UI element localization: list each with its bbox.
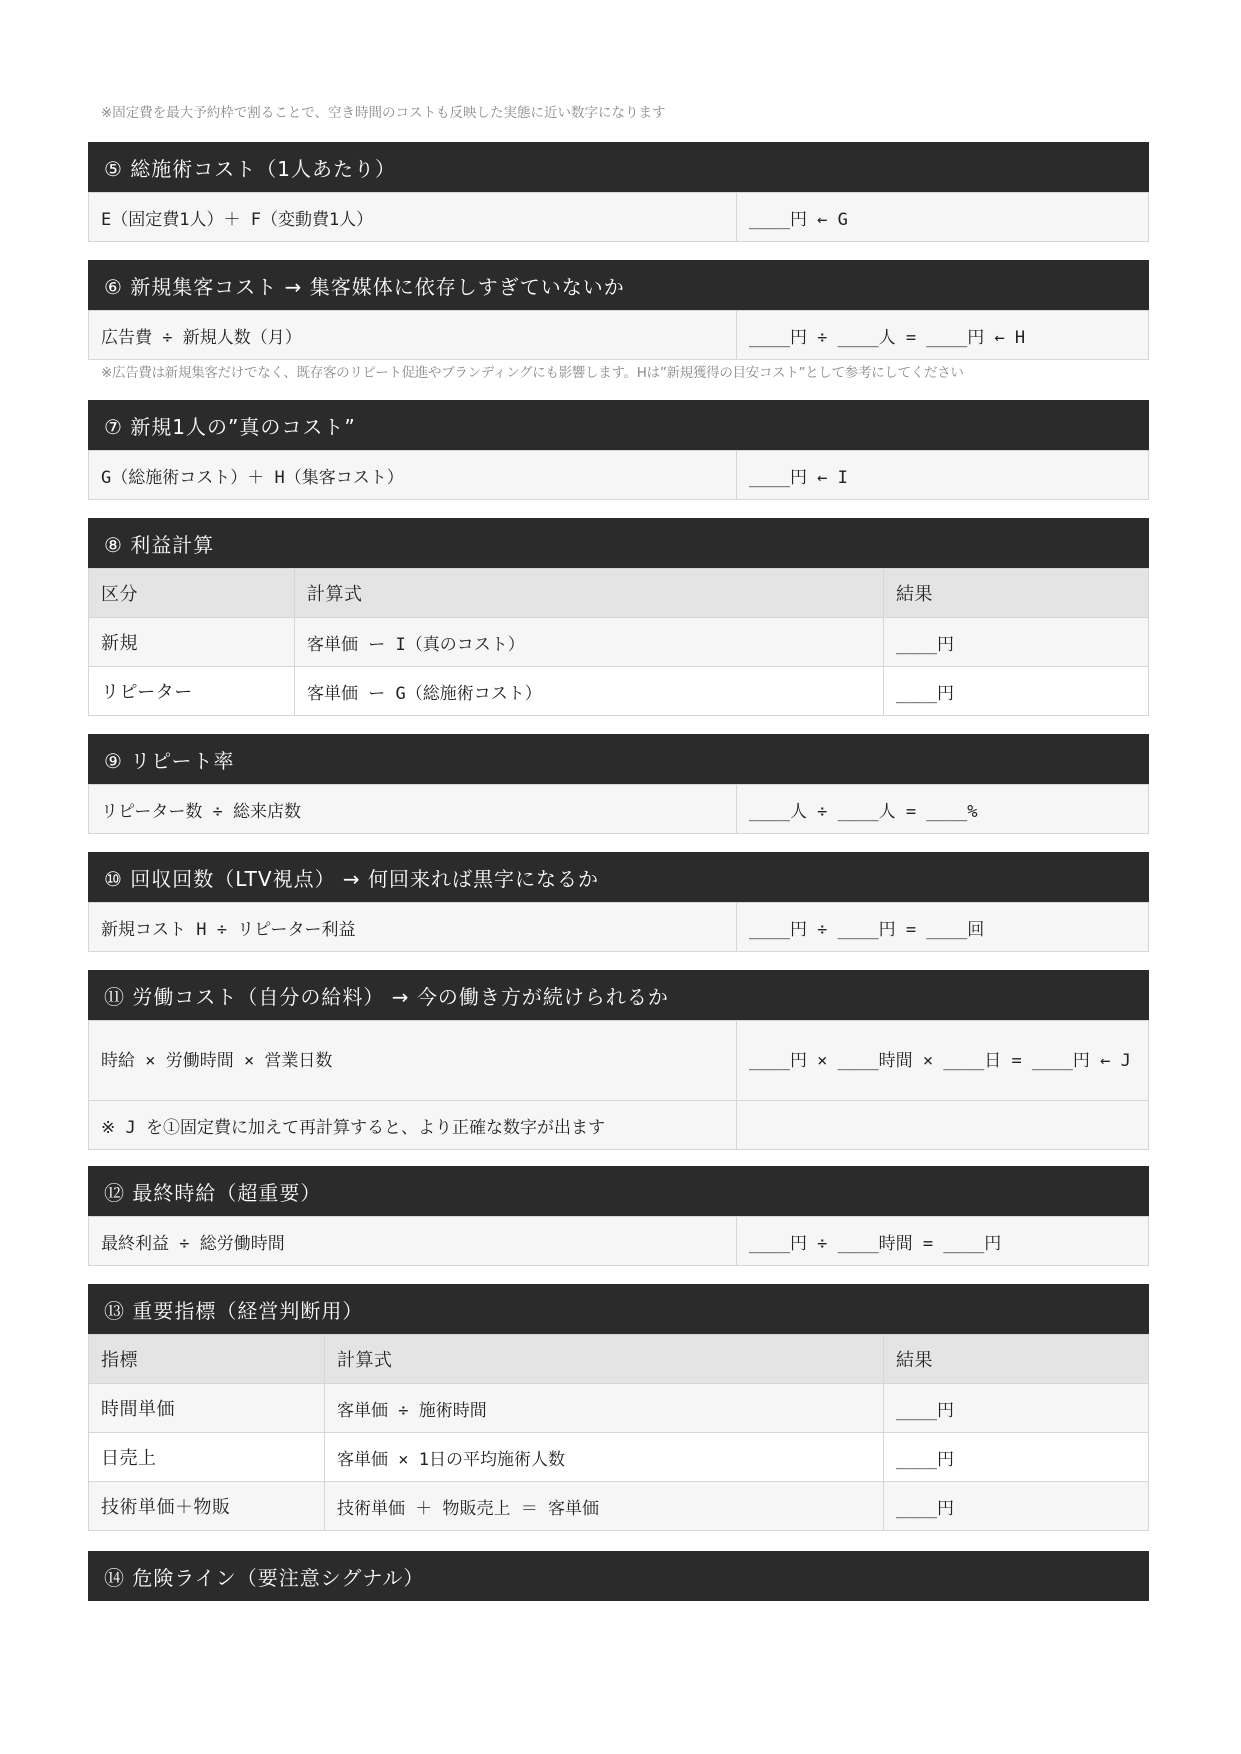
formula-cell: G（総施術コスト）＋ H（集客コスト）: [89, 451, 737, 500]
formula-row: [89, 903, 1149, 952]
formula-cell: 時給 × 労働時間 × 営業日数: [89, 1021, 737, 1101]
result-cell[interactable]: ____人 ÷ ____人 = ____%: [737, 785, 1149, 834]
formula-cell: 技術単価 ＋ 物販売上 ＝ 客単価: [325, 1482, 884, 1531]
table-header-row: [89, 569, 1149, 618]
result-cell[interactable]: ____円: [884, 1433, 1149, 1482]
note-row: [89, 1101, 1149, 1150]
category-cell: 新規: [89, 618, 295, 667]
section-key-indicators: [88, 1284, 1149, 1531]
top-note: ※固定費を最大予約枠で割ることで、空き時間のコストも反映した実態に近い数字になります: [101, 105, 666, 121]
result-cell[interactable]: ____円 ÷ ____時間 = ____円: [737, 1217, 1149, 1266]
section-title: ⑧ 利益計算: [88, 518, 1149, 568]
category-cell: リピーター: [89, 667, 295, 716]
section-total-cost: [88, 142, 1149, 242]
result-cell[interactable]: ____円: [884, 667, 1149, 716]
formula-cell: 客単価 × 1日の平均施術人数: [325, 1433, 884, 1482]
result-cell[interactable]: ____円 ÷ ____人 = ____円 ← H: [737, 311, 1149, 360]
formula-table: [88, 1020, 1149, 1150]
formula-row: [89, 785, 1149, 834]
formula-row: [89, 451, 1149, 500]
formula-cell: 客単価 ÷ 施術時間: [325, 1384, 884, 1433]
section-title: ⑦ 新規1人の”真のコスト”: [88, 400, 1149, 450]
formula-table: [88, 902, 1149, 952]
table-row: [89, 1433, 1149, 1482]
column-header: 計算式: [295, 569, 884, 618]
profit-table: [88, 568, 1149, 716]
formula-row: [89, 311, 1149, 360]
table-row: [89, 667, 1149, 716]
section-labor-cost: [88, 970, 1149, 1150]
indicator-cell: 時間単価: [89, 1384, 325, 1433]
formula-cell: 客単価 ー I（真のコスト）: [295, 618, 884, 667]
section-danger-line: [88, 1551, 1149, 1601]
formula-cell: 新規コスト H ÷ リピーター利益: [89, 903, 737, 952]
section-repeat-rate: [88, 734, 1149, 834]
column-header: 区分: [89, 569, 295, 618]
section-final-hourly-wage: [88, 1166, 1149, 1266]
ad-cost-note: ※広告費は新規集客だけでなく、既存客のリピート促進やブランディングにも影響します。Hは”新規獲得の目安コスト”として参考にしてください: [101, 365, 964, 381]
formula-cell: 客単価 ー G（総施術コスト）: [295, 667, 884, 716]
result-cell[interactable]: ____円: [884, 1482, 1149, 1531]
formula-cell: リピーター数 ÷ 総来店数: [89, 785, 737, 834]
empty-cell: [737, 1101, 1149, 1150]
indicator-cell: 技術単価＋物販: [89, 1482, 325, 1531]
section-title: ⑭ 危険ライン（要注意シグナル）: [88, 1551, 1149, 1601]
result-cell[interactable]: ____円 × ____時間 × ____日 = ____円 ← J: [737, 1021, 1149, 1101]
formula-row: [89, 1217, 1149, 1266]
table-row: [89, 1482, 1149, 1531]
section-ltv-recovery: [88, 852, 1149, 952]
section-title: ⑫ 最終時給（超重要）: [88, 1166, 1149, 1216]
section-title: ⑪ 労働コスト（自分の給料） → 今の働き方が続けられるか: [88, 970, 1149, 1020]
formula-table: [88, 310, 1149, 360]
column-header: 結果: [884, 1335, 1149, 1384]
formula-cell: E（固定費1人）＋ F（変動費1人）: [89, 193, 737, 242]
section-profit-calc: [88, 518, 1149, 716]
formula-table: [88, 192, 1149, 242]
section-title: ⑬ 重要指標（経営判断用）: [88, 1284, 1149, 1334]
formula-table: [88, 1216, 1149, 1266]
section-true-cost: [88, 400, 1149, 500]
table-row: [89, 1384, 1149, 1433]
section-title: ⑤ 総施術コスト（1人あたり）: [88, 142, 1149, 192]
formula-cell: 広告費 ÷ 新規人数（月）: [89, 311, 737, 360]
section-acquisition-cost: [88, 260, 1149, 360]
table-header-row: [89, 1335, 1149, 1384]
column-header: 結果: [884, 569, 1149, 618]
indicator-table: [88, 1334, 1149, 1531]
formula-row: [89, 1021, 1149, 1101]
column-header: 計算式: [325, 1335, 884, 1384]
section-title: ⑥ 新規集客コスト → 集客媒体に依存しすぎていないか: [88, 260, 1149, 310]
section-title: ⑩ 回収回数（LTV視点） → 何回来れば黒字になるか: [88, 852, 1149, 902]
result-cell[interactable]: ____円 ← I: [737, 451, 1149, 500]
formula-table: [88, 450, 1149, 500]
result-cell[interactable]: ____円 ← G: [737, 193, 1149, 242]
result-cell[interactable]: ____円: [884, 618, 1149, 667]
formula-cell: 最終利益 ÷ 総労働時間: [89, 1217, 737, 1266]
formula-table: [88, 784, 1149, 834]
note-cell: ※ J を①固定費に加えて再計算すると、より正確な数字が出ます: [89, 1101, 737, 1150]
table-row: [89, 618, 1149, 667]
formula-row: [89, 193, 1149, 242]
section-title: ⑨ リピート率: [88, 734, 1149, 784]
column-header: 指標: [89, 1335, 325, 1384]
result-cell[interactable]: ____円: [884, 1384, 1149, 1433]
indicator-cell: 日売上: [89, 1433, 325, 1482]
result-cell[interactable]: ____円 ÷ ____円 = ____回: [737, 903, 1149, 952]
